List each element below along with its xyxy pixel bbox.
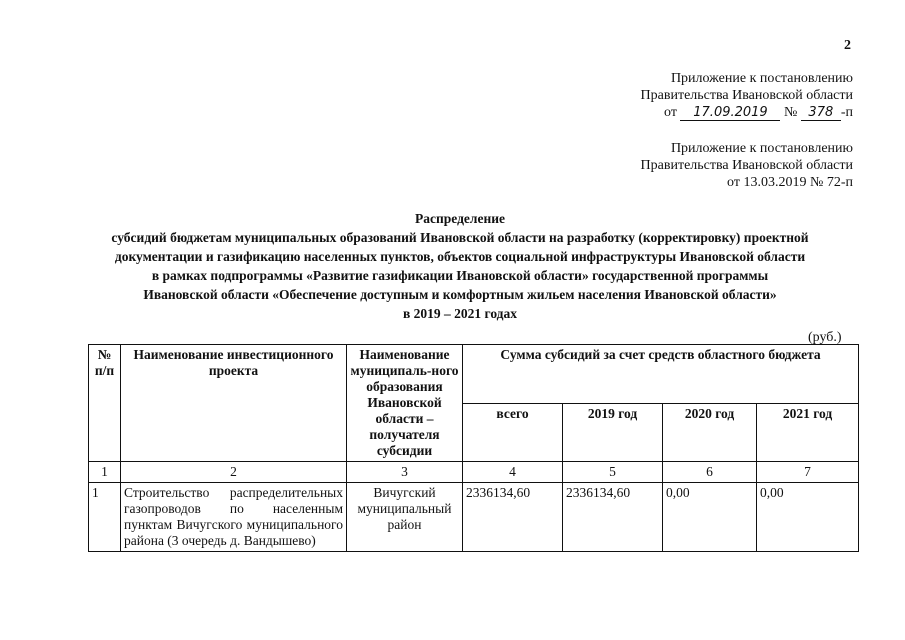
- appendix-line: от 13.03.2019 № 72-п: [727, 175, 853, 190]
- row-municipality: Вичугский муниципальный район: [347, 483, 463, 552]
- column-number: 3: [347, 462, 463, 483]
- number-label: №: [783, 105, 798, 120]
- document-title: [60, 209, 860, 323]
- title-line: субсидий бюджетам муниципальных образований Ивановской области на разработку (корректировку) проектной: [111, 230, 809, 245]
- title-line: в 2019 – 2021 годах: [402, 306, 518, 321]
- header-2019: 2019 год: [563, 403, 663, 462]
- header-municipality: Наименование муниципаль-ного образования Ивановской области – получателя субсидии: [347, 345, 463, 462]
- page-number: 2: [844, 38, 851, 53]
- distribution-table: [88, 344, 859, 552]
- number-suffix: -п: [840, 105, 853, 120]
- header-num: № п/п: [89, 345, 121, 462]
- unit-label: (руб.): [808, 330, 842, 345]
- row-project: Строительство распределительных газопроводов по населенным пунктам Вичугского муниципального района (3 очередь д. Вандышево): [121, 483, 347, 552]
- row-2019: 2336134,60: [563, 483, 663, 552]
- column-number: 2: [121, 462, 347, 483]
- column-number: 4: [463, 462, 563, 483]
- appendix-line: Приложение к постановлению: [670, 141, 853, 156]
- header-total: всего: [463, 403, 563, 462]
- row-2020: 0,00: [663, 483, 757, 552]
- row-2021: 0,00: [757, 483, 859, 552]
- handwritten-date: 17.09.2019: [680, 106, 780, 121]
- appendix-header-current: [641, 70, 853, 121]
- table-row: [89, 483, 859, 552]
- title-line: документации и газификацию населенных пунктов, объектов социальной инфраструктуры Ивановской области: [114, 249, 806, 264]
- column-number: 1: [89, 462, 121, 483]
- appendix-header-previous: [641, 140, 853, 191]
- appendix-line: Приложение к постановлению: [670, 71, 853, 86]
- column-number-row: [89, 462, 859, 483]
- appendix-date-line: [641, 104, 853, 121]
- title-line: в рамках подпрограммы «Развитие газификации Ивановской области» государственной программы: [151, 268, 769, 283]
- header-row: [89, 345, 859, 404]
- header-2020: 2020 год: [663, 403, 757, 462]
- title-line: Ивановской области «Обеспечение доступным и комфортным жильем населения Ивановской области»: [143, 287, 777, 302]
- from-label: от: [664, 105, 677, 120]
- handwritten-number: 378: [801, 106, 841, 121]
- header-sum-group: Сумма субсидий за счет средств областного бюджета: [463, 345, 859, 404]
- title-line: Распределение: [414, 211, 506, 226]
- column-number: 7: [757, 462, 859, 483]
- appendix-line: Правительства Ивановской области: [640, 158, 853, 173]
- column-number: 6: [663, 462, 757, 483]
- header-project: Наименование инвестиционного проекта: [121, 345, 347, 462]
- appendix-line: Правительства Ивановской области: [640, 88, 853, 103]
- row-num: 1: [89, 483, 121, 552]
- row-total: 2336134,60: [463, 483, 563, 552]
- column-number: 5: [563, 462, 663, 483]
- header-2021: 2021 год: [757, 403, 859, 462]
